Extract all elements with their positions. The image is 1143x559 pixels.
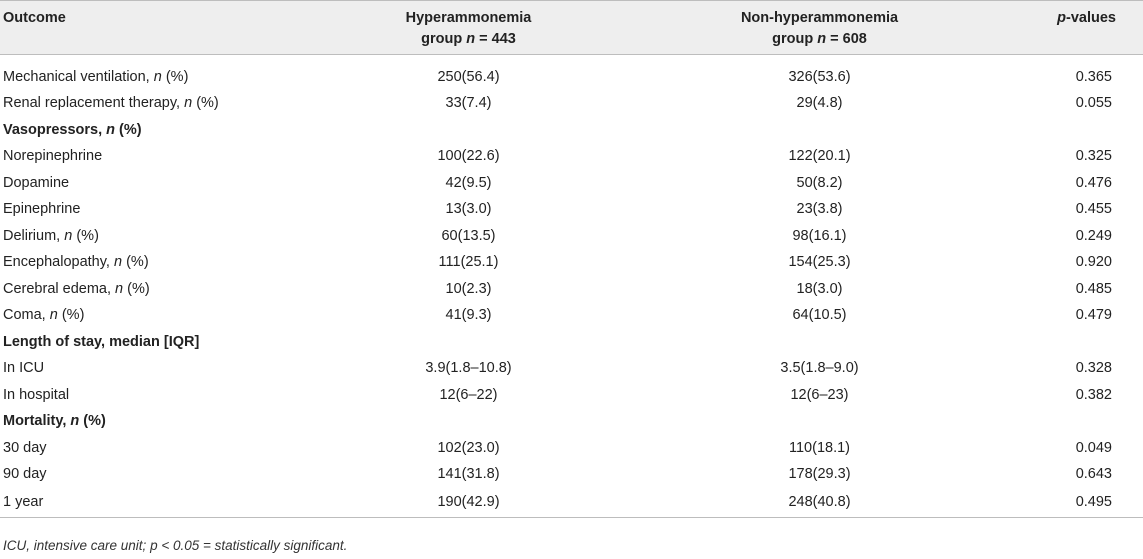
section-row xyxy=(0,408,1143,435)
table-row xyxy=(0,488,1143,518)
outcome-cell: Renal replacement therapy, n (%) xyxy=(3,95,219,112)
table-row xyxy=(0,302,1143,329)
outcome-cell: Vasopressors, n (%) xyxy=(3,121,142,138)
table-header xyxy=(0,1,1143,55)
p-value-cell: 0.476 xyxy=(1075,174,1112,191)
outcome-cell: 1 year xyxy=(0,488,305,518)
table-footnote: ICU, intensive care unit; p < 0.05 = statistically significant. xyxy=(3,538,348,553)
non-hyperammonemia-cell: 110(18.1) xyxy=(789,439,850,456)
outcome-cell: 30 day xyxy=(3,439,47,456)
hyperammonemia-cell: 10(2.3) xyxy=(445,280,492,297)
non-hyperammonemia-cell xyxy=(632,329,1007,356)
section-row xyxy=(0,329,1143,356)
table-row xyxy=(0,223,1143,250)
non-hyperammonemia-cell: 122(20.1) xyxy=(788,148,851,165)
hyperammonemia-cell: 13(3.0) xyxy=(445,201,492,218)
p-value-cell: 0.485 xyxy=(1075,280,1112,297)
p-value-cell: 0.643 xyxy=(1075,466,1112,483)
p-value-cell: 0.055 xyxy=(1075,95,1112,112)
header-row xyxy=(0,1,1143,55)
non-hyperammonemia-cell: 64(10.5) xyxy=(792,307,847,324)
hyperammonemia-cell: 250(56.4) xyxy=(437,68,500,85)
hyperammonemia-cell: 111(25.1) xyxy=(438,254,499,271)
p-value-cell: 0.325 xyxy=(1075,148,1112,165)
outcome-cell: Epinephrine xyxy=(3,201,81,218)
p-value-cell xyxy=(1007,408,1143,435)
table-row xyxy=(0,382,1143,409)
table-row xyxy=(0,355,1143,382)
table-row xyxy=(0,64,1143,91)
table-row xyxy=(0,196,1143,223)
p-value-cell: 0.495 xyxy=(1007,488,1143,518)
outcome-cell: Length of stay, median [IQR] xyxy=(3,333,200,350)
non-hyperammonemia-cell xyxy=(632,117,1007,144)
non-hyperammonemia-cell: 3.5(1.8–9.0) xyxy=(780,360,859,377)
table-body xyxy=(0,55,1143,518)
hyperammonemia-cell: 33(7.4) xyxy=(445,95,492,112)
hyperammonemia-cell xyxy=(305,408,632,435)
hyperammonemia-cell: 190(42.9) xyxy=(305,488,632,518)
outcome-cell: Coma, n (%) xyxy=(3,307,85,324)
outcome-cell: 90 day xyxy=(3,466,47,483)
hyperammonemia-cell: 60(13.5) xyxy=(441,227,496,244)
outcome-cell: Dopamine xyxy=(3,174,70,191)
p-value-cell: 0.455 xyxy=(1075,201,1112,218)
outcome-cell: Encephalopathy, n (%) xyxy=(3,254,149,271)
non-hyperammonemia-cell: 178(29.3) xyxy=(788,466,851,483)
table-row xyxy=(0,249,1143,276)
p-value-cell xyxy=(1007,117,1143,144)
p-value-cell: 0.365 xyxy=(1075,68,1112,85)
non-hyperammonemia-cell: 50(8.2) xyxy=(796,174,843,191)
non-hyperammonemia-cell: 12(6–23) xyxy=(790,386,849,403)
hyperammonemia-cell: 12(6–22) xyxy=(439,386,498,403)
p-value-cell: 0.249 xyxy=(1075,227,1112,244)
p-value-cell xyxy=(1007,329,1143,356)
p-value-cell: 0.328 xyxy=(1075,360,1112,377)
p-value-cell: 0.920 xyxy=(1075,254,1112,271)
header-outcome: Outcome xyxy=(0,1,305,55)
hyperammonemia-cell: 41(9.3) xyxy=(445,307,492,324)
non-hyperammonemia-cell: 23(3.8) xyxy=(796,201,843,218)
table-row xyxy=(0,276,1143,303)
outcome-cell: Delirium, n (%) xyxy=(3,227,99,244)
outcome-cell: Mechanical ventilation, n (%) xyxy=(3,68,189,85)
table-row xyxy=(0,170,1143,197)
table-row xyxy=(0,435,1143,462)
p-value-cell: 0.382 xyxy=(1075,386,1112,403)
table-row xyxy=(0,143,1143,170)
hyperammonemia-cell xyxy=(305,329,632,356)
header-non-hyperammonemia: Non-hyperammonemia group n = 608 xyxy=(632,1,1007,55)
outcome-cell: Norepinephrine xyxy=(3,148,103,165)
non-hyperammonemia-cell: 326(53.6) xyxy=(788,68,851,85)
non-hyperammonemia-cell: 29(4.8) xyxy=(796,95,843,112)
hyperammonemia-cell: 102(23.0) xyxy=(437,439,500,456)
table-row xyxy=(0,90,1143,117)
outcome-cell: Cerebral edema, n (%) xyxy=(3,280,150,297)
section-row xyxy=(0,117,1143,144)
hyperammonemia-cell: 42(9.5) xyxy=(445,174,492,191)
header-hyperammonemia: Hyperammonemia group n = 443 xyxy=(305,1,632,55)
p-value-cell: 0.479 xyxy=(1075,307,1112,324)
hyperammonemia-cell: 141(31.8) xyxy=(437,466,500,483)
p-value-cell: 0.049 xyxy=(1075,439,1112,456)
non-hyperammonemia-cell: 18(3.0) xyxy=(796,280,843,297)
non-hyperammonemia-cell: 98(16.1) xyxy=(792,227,847,244)
outcome-cell: In ICU xyxy=(3,360,45,377)
table-row xyxy=(0,461,1143,488)
non-hyperammonemia-cell: 154(25.3) xyxy=(788,254,851,271)
outcome-cell: Mortality, n (%) xyxy=(3,413,106,430)
non-hyperammonemia-cell xyxy=(632,408,1007,435)
outcome-cell: In hospital xyxy=(3,386,70,403)
non-hyperammonemia-cell: 248(40.8) xyxy=(632,488,1007,518)
hyperammonemia-cell xyxy=(305,117,632,144)
header-p-values: p-values xyxy=(1007,1,1143,55)
hyperammonemia-cell: 3.9(1.8–10.8) xyxy=(425,360,512,377)
hyperammonemia-cell: 100(22.6) xyxy=(437,148,500,165)
